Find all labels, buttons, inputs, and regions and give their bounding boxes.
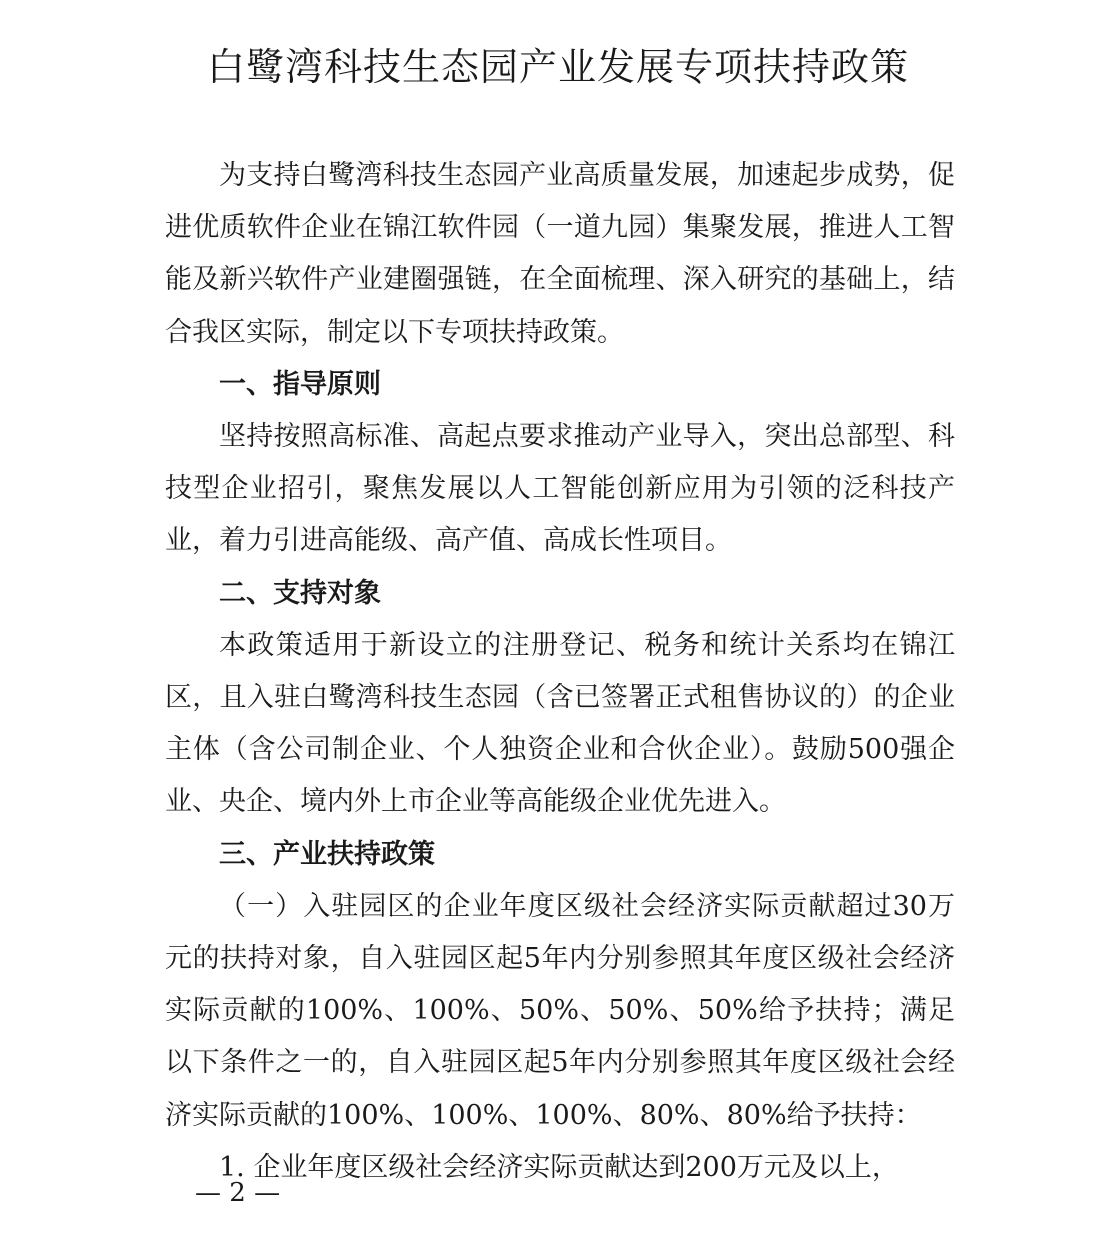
principles-paragraph: 坚持按照高标准、高起点要求推动产业导入，突出总部型、科技型企业招引，聚焦发展以人工智能创新应用为引领的泛科技产业，着力引进高能级、高产值、高成长性项目。 bbox=[165, 421, 955, 557]
section-heading-targets: 二、支持对象 bbox=[219, 577, 381, 609]
section-heading-principles: 一、指导原则 bbox=[219, 368, 381, 400]
document-title: 白鹭湾科技生态园产业发展专项扶持政策 bbox=[206, 45, 909, 89]
intro-paragraph: 为支持白鹭湾科技生态园产业高质量发展，加速起步成势，促进优质软件企业在锦江软件园（一道九园）集聚发展，推进人工智能及新兴软件产业建圈强链，在全面梳理、深入研究的基础上，结合我区实际，制定以下专项扶持政策。 bbox=[165, 160, 955, 348]
section-heading-policies: 三、产业扶持政策 bbox=[219, 838, 435, 870]
policy-condition-1: 1. 企业年度区级社会经济实际贡献达到200万元及以上， bbox=[219, 1151, 899, 1183]
targets-paragraph: 本政策适用于新设立的注册登记、税务和统计关系均在锦江区，且入驻白鹭湾科技生态园（含已签署正式租售协议的）的企业主体（含公司制企业、个人独资企业和合伙企业）。鼓励500强企业、央企、境内外上市企业等高能级企业优先进入。 bbox=[165, 629, 955, 818]
document-body bbox=[165, 150, 955, 1194]
page-number: — 2 — bbox=[195, 1178, 281, 1208]
policy-item-1-paragraph: （一）入驻园区的企业年度区级社会经济实际贡献超过30万元的扶持对象，自入驻园区起5年内分别参照其年度区级社会经济实际贡献的100%、100%、50%、50%、50%给予扶持；满足以下条件之一的，自入驻园区起5年内分别参照其年度区级社会经济实际贡献的100%、100%、100%、80%、80%给予扶持： bbox=[165, 890, 955, 1131]
